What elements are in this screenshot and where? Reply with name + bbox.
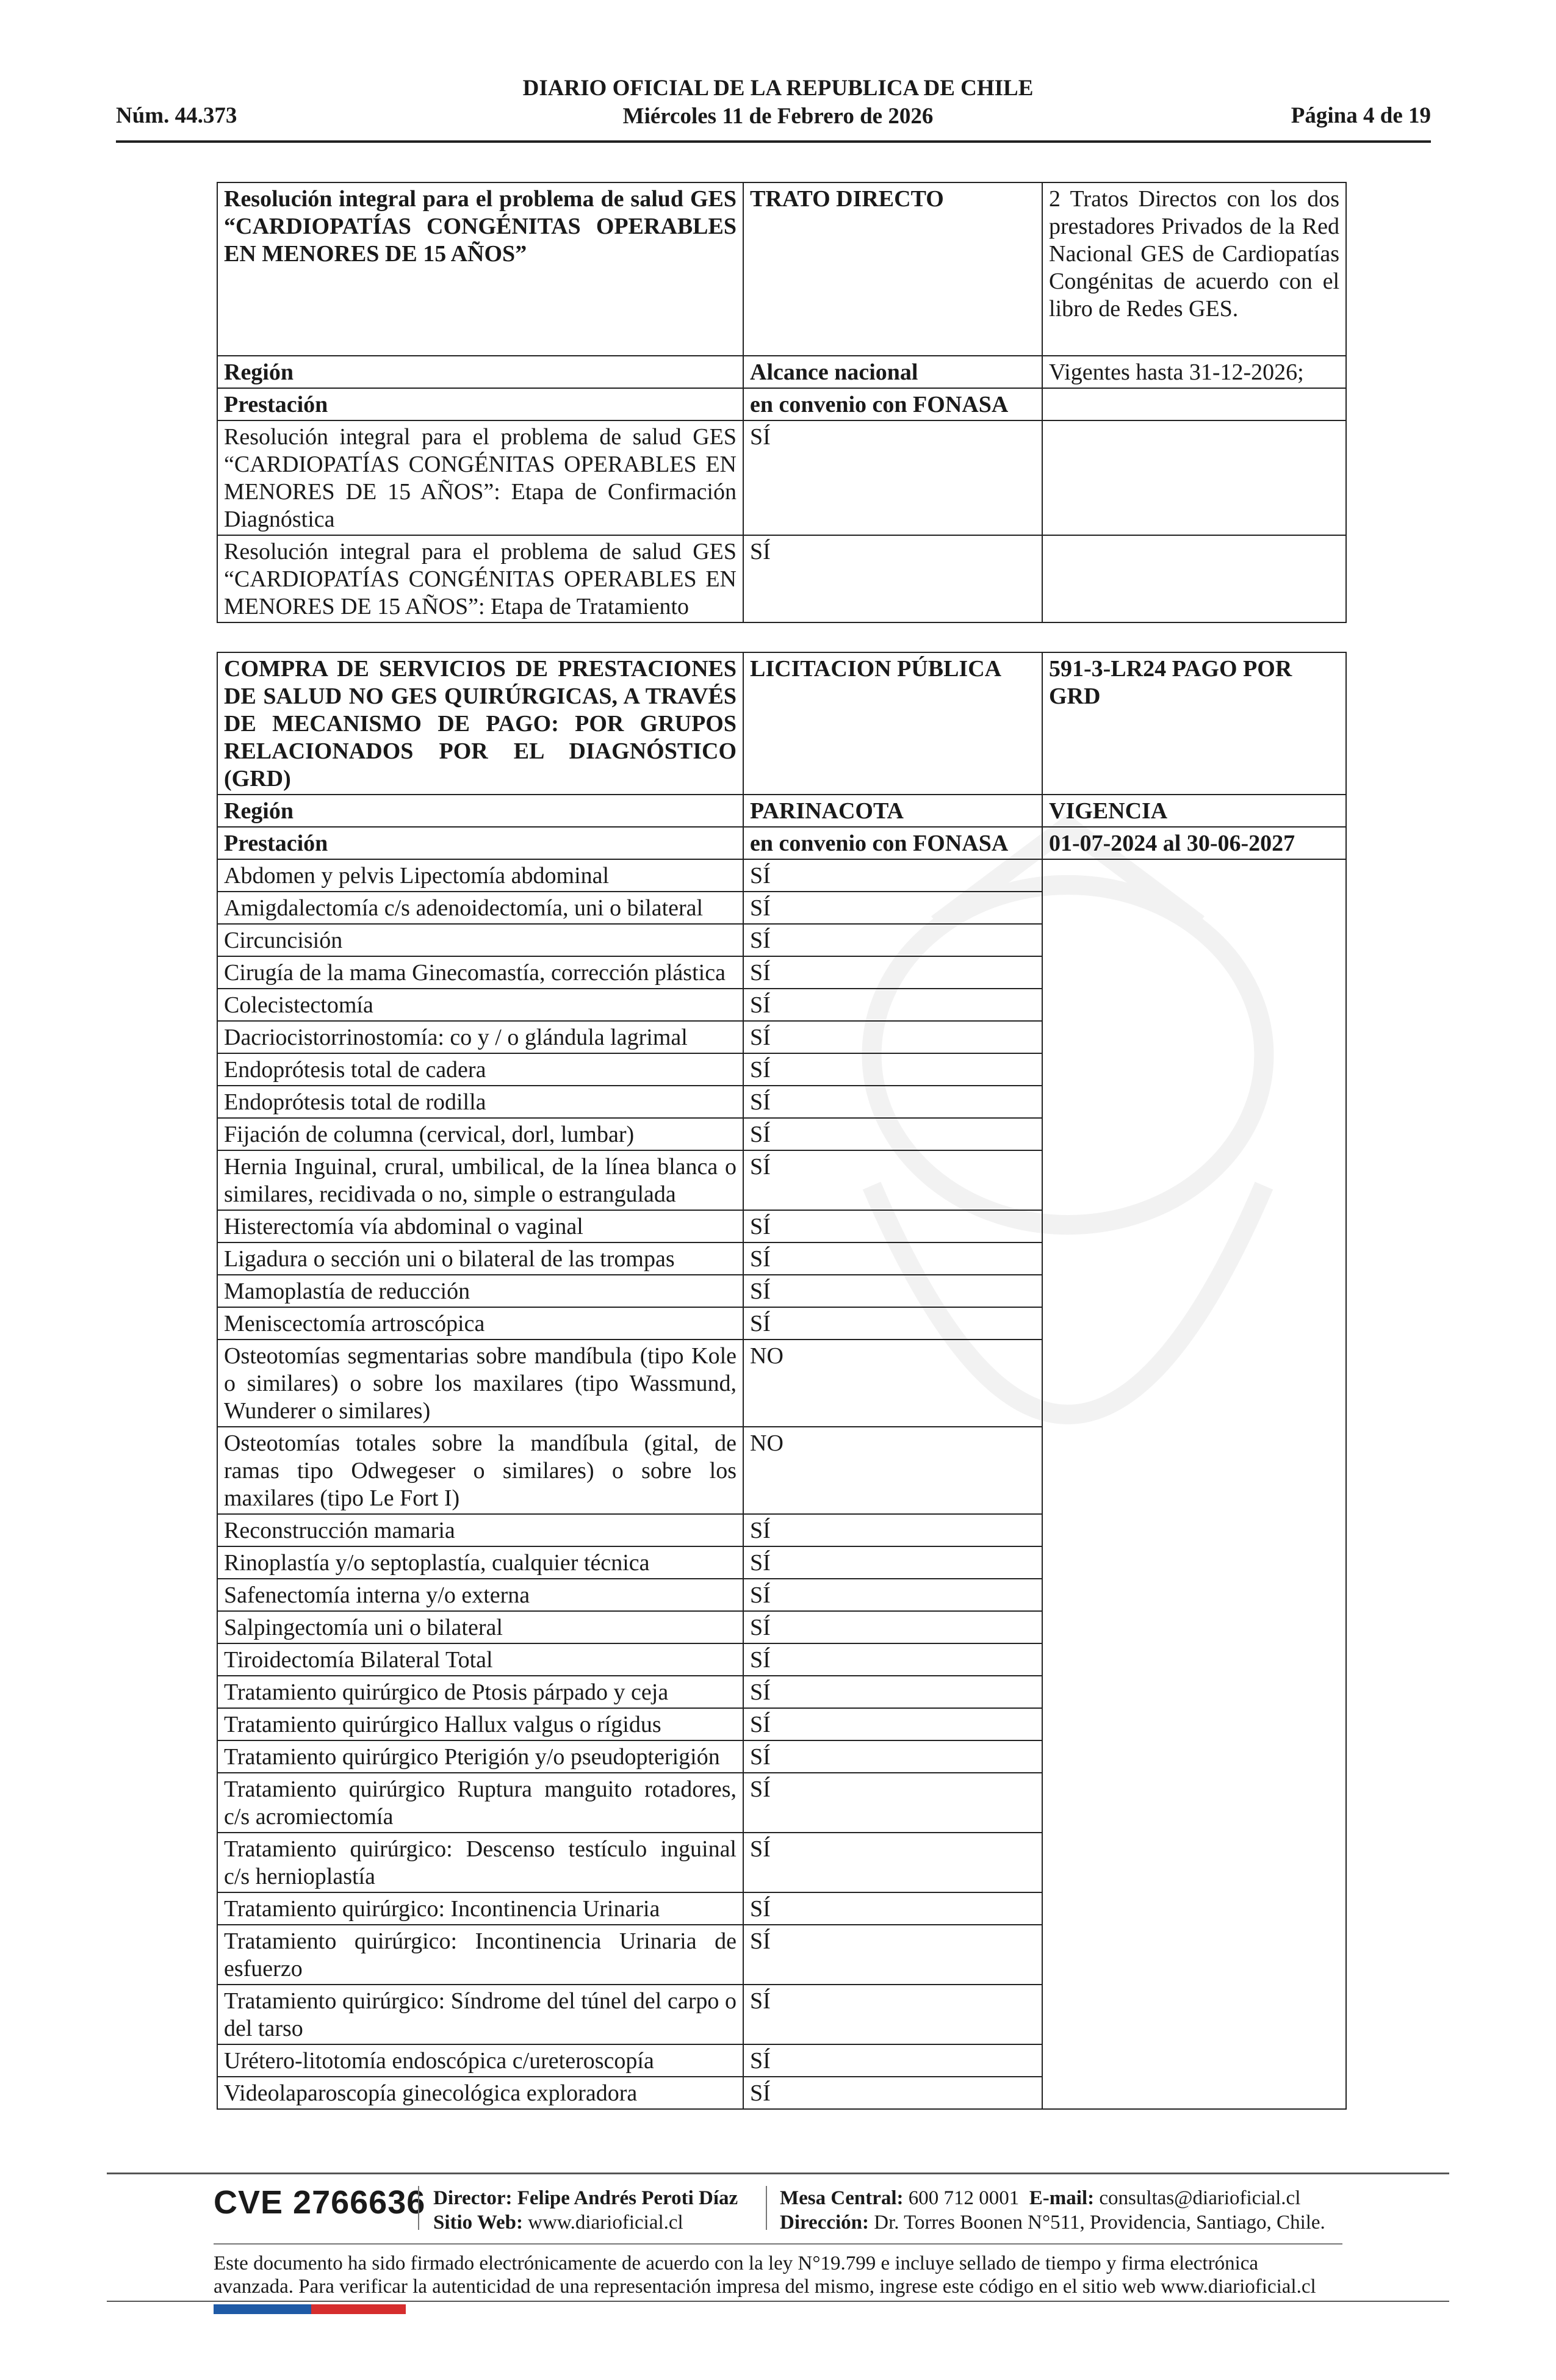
table2-title-cell: COMPRA DE SERVICIOS DE PRESTACIONES DE SALUD NO GES QUIRÚRGICAS, A TRAVÉS DE MECANISMO DE PAGO: POR GRUPOS RELACIONADOS POR EL DIAGNÓSTICO (GRD): [217, 652, 743, 795]
table2-rows: [217, 859, 1346, 2109]
table1-empty-cell: [1042, 420, 1346, 535]
table2-region-label: Región: [217, 795, 743, 827]
table-grd: [217, 652, 1347, 2110]
row-name: Urétero-litotomía endoscópica c/ureteroscopía: [217, 2044, 743, 2077]
row-value: SÍ: [743, 1021, 1042, 1053]
row-name: Tratamiento quirúrgico: Descenso testículo inguinal c/s hernioplastía: [217, 1833, 743, 1892]
table1-region-label: Región: [217, 356, 743, 388]
row-name: Reconstrucción mamaria: [217, 1514, 743, 1546]
row-value: SÍ: [743, 1833, 1042, 1892]
row-name: Tratamiento quirúrgico Ruptura manguito rotadores, c/s acromiectomía: [217, 1773, 743, 1833]
row-value: SÍ: [743, 1579, 1042, 1611]
flag-bar-blue: [214, 2304, 311, 2314]
row-value: SÍ: [743, 1118, 1042, 1150]
row-value: SÍ: [743, 1086, 1042, 1118]
table1-empty-cell: [1042, 535, 1346, 622]
table2-modality: LICITACION PÚBLICA: [743, 652, 1042, 795]
row-name: Osteotomías totales sobre la mandíbula (gital, de ramas tipo Odwegeser o similares) o sobre los maxilares (tipo Le Fort I): [217, 1427, 743, 1514]
cve-code: CVE 2766636: [214, 2184, 426, 2221]
table1-empty-cell: [1042, 388, 1346, 420]
row-value: SÍ: [743, 1611, 1042, 1643]
row-value: NO: [743, 1340, 1042, 1427]
header-divider: [116, 140, 1431, 143]
footer-divider: [107, 2173, 1449, 2174]
flag-bar-red: [311, 2304, 406, 2314]
director-name: Felipe Andrés Peroti Díaz: [517, 2187, 738, 2209]
row-name: Resolución integral para el problema de salud GES “CARDIOPATÍAS CONGÉNITAS OPERABLES EN MENORES DE 15 AÑOS”: Etapa de Confirmación Diagnóstica: [217, 420, 743, 535]
web-link[interactable]: www.diarioficial.cl: [528, 2212, 683, 2234]
table1-modality: TRATO DIRECTO: [743, 182, 1042, 356]
footer-contact-block: [780, 2186, 1325, 2235]
table2-region-row: [217, 795, 1346, 827]
email-label: E-mail:: [1029, 2187, 1095, 2209]
email-link[interactable]: consultas@diarioficial.cl: [1099, 2187, 1301, 2209]
row-value: SÍ: [743, 1546, 1042, 1579]
row-name: Rinoplastía y/o septoplastía, cualquier técnica: [217, 1546, 743, 1579]
footer-director-block: [433, 2186, 738, 2235]
table1-region-value: Alcance nacional: [743, 356, 1042, 388]
row-value: SÍ: [743, 892, 1042, 924]
footer-bottom-rule: [107, 2301, 1449, 2302]
address-label: Dirección:: [780, 2212, 870, 2234]
footer-divider-2: [214, 2243, 1342, 2245]
row-name: Safenectomía interna y/o externa: [217, 1579, 743, 1611]
row-name: Cirugía de la mama Ginecomastía, corrección plástica: [217, 956, 743, 989]
row-value: SÍ: [743, 859, 1042, 892]
footer-separator: [418, 2186, 419, 2230]
row-value: SÍ: [743, 1708, 1042, 1740]
row-name: Tratamiento quirúrgico: Incontinencia Urinaria: [217, 1892, 743, 1925]
row-name: Tratamiento quirúrgico Pterigión y/o pseudopterigión: [217, 1740, 743, 1773]
table2-header-row: [217, 827, 1346, 859]
row-value: SÍ: [743, 1053, 1042, 1086]
row-name: Videolaparoscopía ginecológica exploradora: [217, 2077, 743, 2109]
row-value: SÍ: [743, 1514, 1042, 1546]
table-row: [217, 859, 1346, 892]
table1-header-row: [217, 388, 1346, 420]
table-cardiopatias: [217, 182, 1347, 623]
row-value: SÍ: [743, 420, 1042, 535]
row-value: SÍ: [743, 1242, 1042, 1275]
row-value: SÍ: [743, 1150, 1042, 1210]
address-value: Dr. Torres Boonen N°511, Providencia, Santiago, Chile.: [874, 2212, 1325, 2234]
masthead-title: DIARIO OFICIAL DE LA REPUBLICA DE CHILE: [522, 76, 1034, 101]
row-name: Salpingectomía uni o bilateral: [217, 1611, 743, 1643]
row-name: Osteotomías segmentarias sobre mandíbula (tipo Kole o similares) o sobre los maxilares (tipo Wassmund, Wunderer o similares): [217, 1340, 743, 1427]
row-value: SÍ: [743, 956, 1042, 989]
row-value: SÍ: [743, 535, 1042, 622]
row-value: SÍ: [743, 989, 1042, 1021]
row-value: SÍ: [743, 1740, 1042, 1773]
row-value: SÍ: [743, 924, 1042, 956]
table1-region-row: [217, 356, 1346, 388]
row-name: Dacriocistorrinostomía: co y / o glándula lagrimal: [217, 1021, 743, 1053]
row-name: Amigdalectomía c/s adenoidectomía, uni o bilateral: [217, 892, 743, 924]
phone-value: 600 712 0001: [908, 2187, 1020, 2209]
row-name: Hernia Inguinal, crural, umbilical, de la línea blanca o similares, recidivada o no, simple o estrangulada: [217, 1150, 743, 1210]
table1-validity: Vigentes hasta 31-12-2026;: [1042, 356, 1346, 388]
row-value: SÍ: [743, 1676, 1042, 1708]
row-name: Fijación de columna (cervical, dorl, lumbar): [217, 1118, 743, 1150]
row-value: SÍ: [743, 1307, 1042, 1340]
row-name: Endoprótesis total de cadera: [217, 1053, 743, 1086]
table2-region-value: PARINACOTA: [743, 795, 1042, 827]
row-name: Tratamiento quirúrgico: Síndrome del túnel del carpo o del tarso: [217, 1985, 743, 2044]
web-label: Sitio Web:: [433, 2212, 524, 2234]
row-name: Tratamiento quirúrgico: Incontinencia Urinaria de esfuerzo: [217, 1925, 743, 1985]
table-row: [217, 535, 1346, 622]
table1-description: 2 Tratos Directos con los dos prestadores Privados de la Red Nacional GES de Cardiopatías Congénitas de acuerdo con el libro de Redes GES.: [1042, 182, 1346, 356]
row-name: Mamoplastía de reducción: [217, 1275, 743, 1307]
legal-notice: Este documento ha sido firmado electrónicamente de acuerdo con la ley N°19.799 e incluye sellado de tiempo y firma electrónica avanzada. Para verificar la autenticidad de una representación impresa del mismo, ingrese este código en el sitio web www.diarioficial.cl: [214, 2252, 1316, 2298]
row-name: Colecistectomía: [217, 989, 743, 1021]
row-name: Tratamiento quirúrgico Hallux valgus o rígidus: [217, 1708, 743, 1740]
page-number: Página 4 de 19: [1291, 103, 1431, 128]
row-name: Tratamiento quirúrgico de Ptosis párpado y ceja: [217, 1676, 743, 1708]
row-value: SÍ: [743, 1925, 1042, 1985]
masthead-date: Miércoles 11 de Febrero de 2026: [622, 104, 934, 129]
row-value: SÍ: [743, 1275, 1042, 1307]
table2-empty-column: [1042, 859, 1346, 2109]
row-value: SÍ: [743, 1773, 1042, 1833]
row-name: Resolución integral para el problema de salud GES “CARDIOPATÍAS CONGÉNITAS OPERABLES EN MENORES DE 15 AÑOS”: Etapa de Tratamiento: [217, 535, 743, 622]
table1-prestacion-label: Prestación: [217, 388, 743, 420]
row-name: Histerectomía vía abdominal o vaginal: [217, 1210, 743, 1242]
row-name: Abdomen y pelvis Lipectomía abdominal: [217, 859, 743, 892]
director-label: Director:: [433, 2187, 513, 2209]
table2-validity-label: VIGENCIA: [1042, 795, 1346, 827]
phone-label: Mesa Central:: [780, 2187, 904, 2209]
row-name: Circuncisión: [217, 924, 743, 956]
row-name: Meniscectomía artroscópica: [217, 1307, 743, 1340]
row-name: Ligadura o sección uni o bilateral de las trompas: [217, 1242, 743, 1275]
row-value: SÍ: [743, 1643, 1042, 1676]
table2-title-row: [217, 652, 1346, 795]
row-value: SÍ: [743, 1985, 1042, 2044]
table1-convenio-label: en convenio con FONASA: [743, 388, 1042, 420]
table1-title-row: [217, 182, 1346, 356]
row-value: NO: [743, 1427, 1042, 1514]
table2-validity-dates: 01-07-2024 al 30-06-2027: [1042, 827, 1346, 859]
issue-number: Núm. 44.373: [116, 103, 237, 128]
row-value: SÍ: [743, 2077, 1042, 2109]
row-value: SÍ: [743, 2044, 1042, 2077]
row-value: SÍ: [743, 1892, 1042, 1925]
table2-convenio-label: en convenio con FONASA: [743, 827, 1042, 859]
table1-title-cell: Resolución integral para el problema de salud GES “CARDIOPATÍAS CONGÉNITAS OPERABLES EN MENORES DE 15 AÑOS”: [217, 182, 743, 356]
row-name: Tiroidectomía Bilateral Total: [217, 1643, 743, 1676]
row-value: SÍ: [743, 1210, 1042, 1242]
table-row: [217, 420, 1346, 535]
footer-separator: [766, 2186, 767, 2230]
row-name: Endoprótesis total de rodilla: [217, 1086, 743, 1118]
table2-prestacion-label: Prestación: [217, 827, 743, 859]
table2-code: 591-3-LR24 PAGO POR GRD: [1042, 652, 1346, 795]
